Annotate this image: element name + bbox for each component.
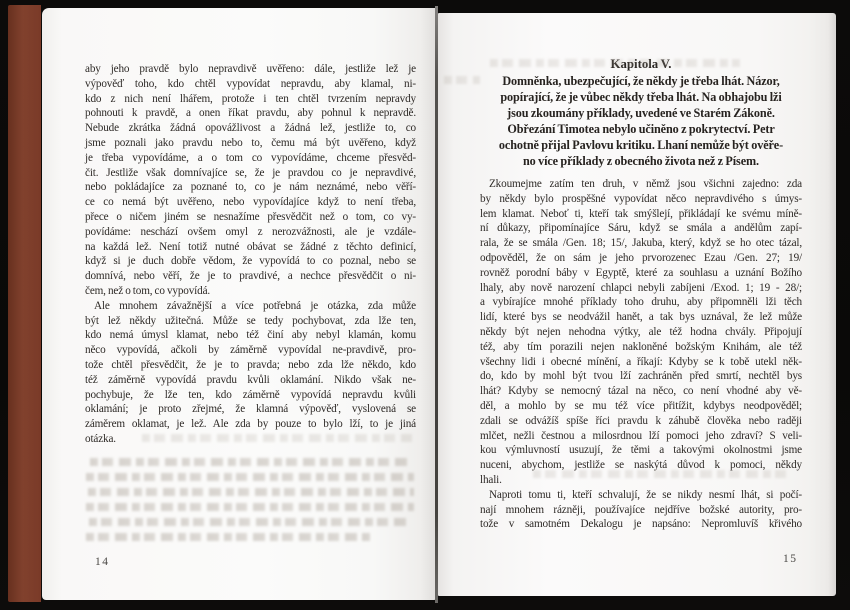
- show-through-text: [490, 59, 740, 67]
- text-line: Zkoumejme zatím ten druh, v němž jsou všichni zajedno: zda: [489, 178, 802, 190]
- heading-line: ochotně přijal Pavlovu kritiku. Lhaní nemůže být ověře-: [498, 138, 784, 152]
- text-line: do, kdo by mohl být tvou lží zachráněn před smrtí, nechtěl bys: [480, 370, 802, 383]
- paragraph: [480, 177, 802, 488]
- text-line: aby jeho pravdě bylo nepravdivě uvěřeno: dále, jestliže lež je: [85, 63, 416, 75]
- heading-line: no více příklady z obecného života než z Písem.: [522, 154, 760, 168]
- text-line: někdy být nejen nehodna výtky, ale též hodna chvály. Připojují: [480, 325, 802, 338]
- right-page-body: [480, 177, 802, 532]
- text-line: pohnouti k pravdě, a onen říkat pravdu, aby pohnul k nepravdě.: [85, 107, 416, 120]
- show-through-text: [90, 458, 412, 466]
- text-line: Ale mnohem závažnější a více potřebná je otázka, zda může: [94, 299, 416, 312]
- text-line: mlčet, nežli čestnou a milosrdnou lží pomoci jeho zdraví? S veli-: [480, 429, 802, 442]
- book-cover-edge: [8, 5, 41, 602]
- text-line: kou výmluvností usuzují, že těmi a takovými okolnostmi jsme: [480, 444, 802, 457]
- show-through-text: [142, 434, 412, 442]
- text-line: nuceni, abychom, jestliže se naskýtá důvod k pomoci, někdy: [480, 459, 802, 472]
- text-line: tože v samotném Dekalogu je napsáno: Nepromluvíš křivého: [480, 518, 802, 531]
- show-through-text: [88, 488, 414, 496]
- heading-line: Obřezání Timotea nebylo učiněno z pokrytectví. Petr: [507, 122, 775, 136]
- text-line: Naproti tomu ti, kteří schvalují, že se nikdy nesmí lhát, si počí-: [489, 488, 802, 501]
- show-through-text: [444, 76, 480, 84]
- text-line: oklamání; je proto zřejmé, že klamná výpověď, vyslovená se: [85, 403, 416, 416]
- text-line: lhali.: [480, 473, 502, 486]
- text-line: rovněž porodní báby v Egyptě, které za souhlasu a uznání Božího: [480, 266, 802, 279]
- left-page-text: [85, 62, 416, 447]
- show-through-text: [89, 518, 407, 526]
- text-line: všechny lidi i obecné mínění, a říkají: Kdyby se k tobě utekl něk-: [480, 355, 802, 368]
- text-line: lem klamat. Neboť ti, kteří tak smýšlejí, přikládají ke svému míně-: [480, 207, 802, 220]
- text-line: čit. Jestliže však domnívajíce se, že je pravdou co je nepravdivé,: [85, 166, 416, 179]
- page-right: [438, 13, 836, 596]
- chapter-heading: Kapitola V.: [610, 57, 672, 71]
- right-page-text: [480, 55, 802, 532]
- text-line: kdo nemá úmysl klamat, nebo též činí aby nebyl klamán, komu: [85, 329, 416, 342]
- text-line: nebo pokládajíce za poznané to, co je nám neznámé, nebo věří-: [85, 181, 416, 194]
- text-line: lidí, které bys se neodvážil hanět, a tak bys uznával, že lež může: [480, 311, 802, 324]
- text-line: a vybírajíce mnohé příklady toho druhu, aby připomněli lži těch: [480, 296, 802, 309]
- chapter-summary: [480, 73, 802, 169]
- text-line: výpověď toho, kdo chtěl vypovídat nepravdu, aby klamal, ni-: [85, 77, 416, 90]
- show-through-text: [86, 473, 414, 481]
- text-line: lhát? Kdyby se nemocný tázal na něco, co není vhodné aby vě-: [480, 385, 802, 398]
- text-line: kdo z nich není lhářem, protože i ten chtěl tvrzením nepravdy: [85, 92, 416, 105]
- text-line: záměrem oklamat, je lež. Ale zda by pouze to bylo lží, to je jiná: [85, 418, 416, 431]
- text-line: Nebude zkrátka žádná opovážlivost a žádná lež, jestliže to, co: [85, 122, 416, 135]
- show-through-text: [86, 533, 371, 541]
- page-left: [42, 8, 436, 600]
- text-line: nají mnohem rázněji, používajíce nejdříve božské autority, pro-: [480, 503, 802, 516]
- text-line: když si je duch dobře vědom, že vypovídá to co poznal, nebo se: [85, 255, 416, 268]
- text-line: povídáme: neschází ovšem omyl z nerozvážnosti, ale je vzdále-: [85, 225, 416, 238]
- heading-line: popírající, že je vůbec někdy třeba lhát. Na obhajobu lži: [500, 90, 782, 104]
- text-line: čem, než o tom, co vypovídá.: [85, 284, 211, 297]
- text-line: přece o ničem jiném se nesnažíme přesvědčit než o tom, co vy-: [85, 210, 416, 223]
- text-line: rala, že se smála /Gen. 18; 15/, Jakuba, který, když se ho otec tázal,: [480, 237, 802, 250]
- show-through-text: [533, 470, 788, 478]
- text-line: lhaly, aby nově narození chlapci nebyli zabíjeni /Exod. 1; 19 - 28/;: [480, 281, 802, 294]
- text-line: něco vypovídá, ačkoli by záměrně vypovídal ne-pravdivě, pro-: [85, 344, 416, 357]
- text-line: být lež někdy užitečná. Může se tedy pochybovat, zda lže ten,: [85, 314, 416, 327]
- text-line: též, aby tím porazili nejen nakloněné božským Knihám, ale též: [480, 340, 802, 353]
- text-line: ní důkazy, připomínajíce Sáru, když se smála a andělům zapí-: [480, 222, 802, 235]
- text-line: též záměrně vypovídá pravdu kvůli oklamání. Nikdo však ne-: [85, 373, 416, 386]
- text-line: je třeba vypovídáme, a o tom co vypovídáme, chceme přesvěd-: [85, 151, 416, 164]
- show-through-text: [86, 503, 414, 511]
- text-line: by někdy bylo prospěšné vypovídat něco nepravdivého s úmys-: [480, 192, 802, 205]
- text-line: pochybuje, že lže ten, kdo záměrně vypovídá nepravdu kvůli: [85, 388, 416, 401]
- text-line: na každá lež. Není totiž nutné obávat se žádné z těchto definicí,: [85, 240, 416, 253]
- text-line: tože chtěl přesvědčit, že je to pravda; nebo zda lže někdo, kdo: [85, 358, 416, 371]
- page-number: 14: [95, 556, 110, 568]
- heading-line: Domněnka, ubezpečující, že někdy je třeba lhát. Názor,: [502, 74, 780, 88]
- paragraph: [85, 299, 416, 447]
- text-line: otázka.: [85, 432, 116, 445]
- text-line: děl, a mohlo by se mu též více přitížit, kdybys neodpověděl;: [480, 399, 802, 412]
- text-line: jsme poznali jako pravdu nebo to, čemu má být uvěřeno, když: [85, 136, 416, 149]
- text-line: odpověděl, že on sám je jeho prvorozenec Ezau /Gen. 27; 19/: [480, 251, 802, 264]
- text-line: zdali se odvážíš spíše říci pravdu k záhubě člověka nebo raději: [480, 414, 802, 427]
- book-gutter: [435, 6, 438, 603]
- text-line: ce co nemá být uvěřeno, nebo vypovídajíce když to není třeba,: [85, 196, 416, 209]
- heading-line: jsou zkoumány příklady, uvedené ve Starém Zákoně.: [507, 106, 775, 120]
- page-number: 15: [783, 553, 798, 565]
- paragraph: [480, 488, 802, 532]
- paragraph: [85, 62, 416, 299]
- text-line: domnívá, nebo věří, že je to pravdivé, a nechce přesvědčit o ni-: [85, 270, 416, 283]
